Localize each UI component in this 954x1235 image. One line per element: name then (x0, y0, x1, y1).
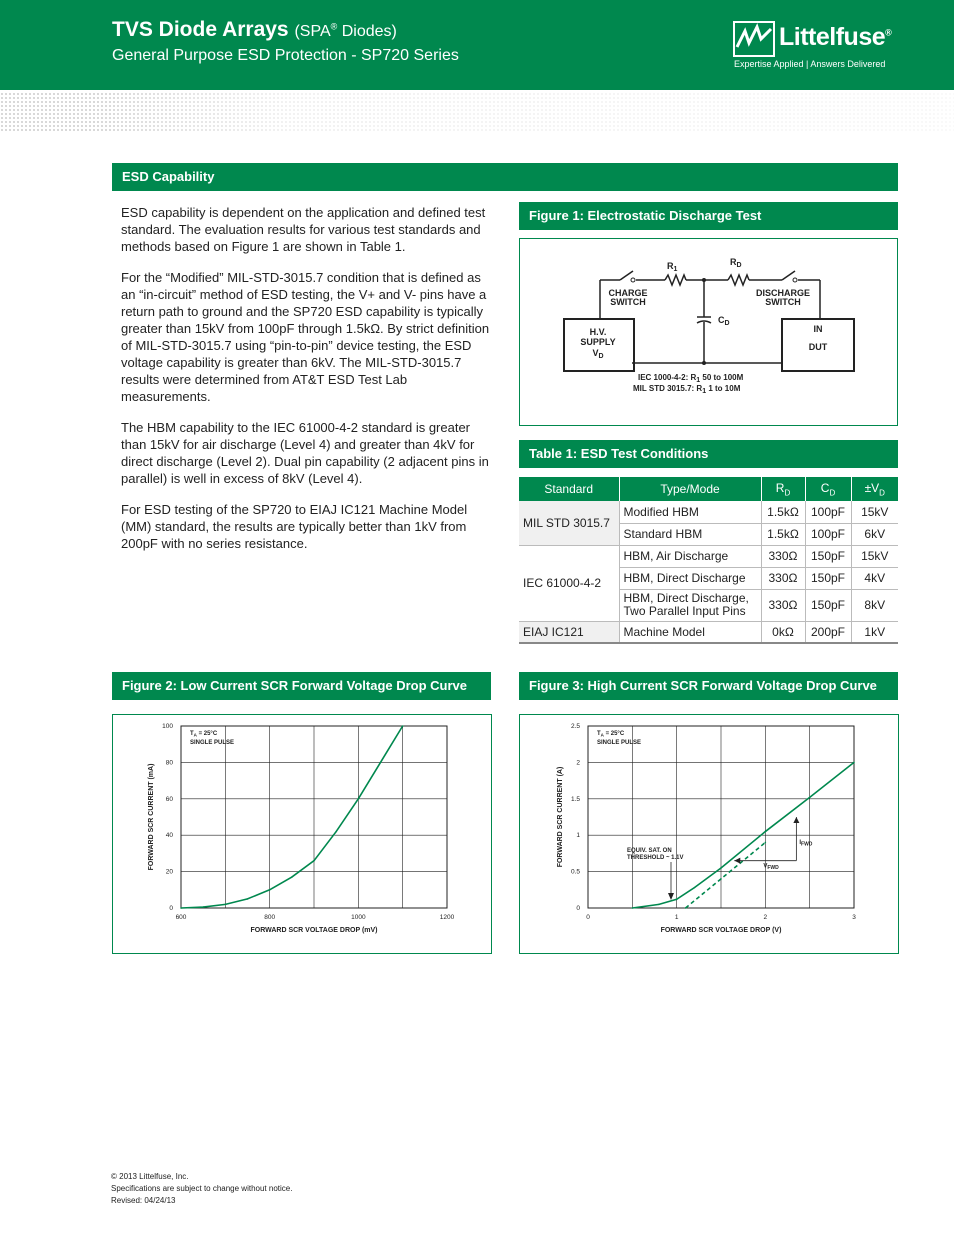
iec-note: IEC 1000-4-2: R1 50 to 100M (638, 373, 744, 384)
threshold-arrowhead (668, 893, 674, 900)
document-title: TVS Diode Arrays (SPA® Diodes) (112, 18, 397, 41)
data-point (225, 904, 227, 906)
data-point (380, 762, 382, 764)
high-current-scr-chart (520, 715, 898, 953)
temperature-annotation: $T_A = 25^\circ C$ (190, 731, 218, 738)
table-cell-cd: 100pF (805, 523, 851, 545)
equiv-threshold-line (686, 842, 766, 908)
charge-switch-label: SWITCH (610, 297, 646, 307)
column-header-cd: $C_D$ (805, 477, 851, 501)
page-footer (111, 1171, 292, 1207)
threshold-annotation: THRESHOLD ~ 1.1V (627, 855, 684, 861)
logo-wordmark: Littelfuse® (779, 23, 892, 51)
data-point (358, 798, 360, 800)
data-point (247, 898, 249, 900)
data-point (335, 831, 337, 833)
copyright: © 2013 Littelfuse, Inc. (111, 1172, 189, 1181)
table-cell-rd: 330Ω (761, 567, 805, 589)
figure1-title-bar: Figure 1: Electrostatic Discharge Test (519, 202, 898, 230)
data-point (676, 898, 678, 900)
logo-tagline: Expertise Applied | Answers Delivered (734, 59, 886, 69)
data-point (685, 907, 687, 909)
y-tick-label: 2.5 (570, 723, 580, 730)
x-axis-label: FORWARD SCR VOLTAGE DROP (mV) (250, 927, 378, 934)
decorative-dot-band (0, 92, 954, 132)
x-tick-label: 1 (674, 914, 679, 921)
low-current-scr-chart (113, 715, 491, 953)
figure3-title-bar: Figure 3: High Current SCR Forward Voltage Drop Curve (519, 672, 898, 700)
y-tick-label: 40 (165, 832, 173, 840)
figure2-title-bar: Figure 2: Low Current SCR Forward Voltage Drop Curve (112, 672, 491, 700)
temperature-annotation: $T_A = 25^\circ C$ (597, 731, 625, 738)
data-point (765, 831, 767, 833)
table-cell-standard: EIAJ IC121 (519, 621, 619, 643)
hv-supply-label: H.V. (589, 327, 607, 337)
table-cell-type: Modified HBM (619, 501, 761, 523)
esd-test-conditions-table (519, 477, 898, 644)
data-point (765, 842, 767, 844)
threshold-annotation: EQUIV. SAT. ON (627, 848, 672, 854)
table-cell-cd: 200pF (805, 621, 851, 643)
data-point (809, 797, 811, 799)
data-point (180, 907, 182, 909)
data-point (269, 889, 271, 891)
data-point (402, 725, 404, 727)
x-axis-label: FORWARD SCR VOLTAGE DROP (V) (660, 927, 782, 934)
y-axis-label: FORWARD SCR CURRENT (mA) (148, 763, 155, 871)
i-fwd-label: $I_{FWD}$ (799, 839, 813, 848)
paragraph: For ESD testing of the SP720 to EIAJ IC121 Machine Model (MM) standard, the results are typically better than 1kV from 200pF with no series resistance. (121, 502, 468, 551)
cd-label: $C_D$ (718, 315, 730, 327)
paragraph: For the “Modified” MIL-STD-3015.7 condition that is defined as an “in-circuit” method of ESD testing, the V+ and V- pins have a return path to ground and the SP720 ESD capability is typically greater than 15kV from 100pF through 1.5kΩ. By strict definition of MIL-STD-3015.7 using “pin-to-pin” device testing, the ESD voltage capability is greater than 6kV. The MIL-STD-3015.7 results were determined from AT&T ESD Test Lab measurements. (121, 270, 490, 404)
table-cell-voltage: 8kV (851, 589, 898, 621)
data-point (720, 878, 722, 880)
body-text (121, 204, 493, 566)
table-cell-voltage: 1kV (851, 621, 898, 643)
table-row (519, 545, 898, 567)
discharge-switch-label: DISCHARGE (755, 288, 811, 298)
discharge-switch-label: SWITCH (765, 297, 801, 307)
x-tick-label: 1000 (351, 914, 366, 921)
column-header-voltage: $\pm V_D$ (851, 477, 898, 501)
y-tick-label: 20 (165, 868, 173, 876)
data-point (632, 907, 634, 909)
data-point (202, 906, 204, 908)
r1-resistor-symbol (665, 275, 686, 285)
data-point (313, 860, 315, 862)
table-cell-rd: 330Ω (761, 589, 805, 621)
table-cell-rd: 1.5kΩ (761, 523, 805, 545)
table1-title-bar: Table 1: ESD Test Conditions (519, 440, 898, 468)
table-cell-standard: MIL STD 3015.7 (519, 501, 619, 545)
data-point (853, 762, 855, 764)
table-cell-rd: 1.5kΩ (761, 501, 805, 523)
table-cell-voltage: 15kV (851, 545, 898, 567)
y-tick-label: 0 (169, 905, 173, 912)
paragraph: ESD capability is dependent on the application and defined test standard. The evaluation results for various test standards and methods based on Figure 1 are shown in Table 1. (121, 205, 486, 254)
x-tick-label: 0 (586, 914, 590, 921)
table-header-row (519, 477, 898, 501)
data-point (720, 867, 722, 869)
table-cell-type: HBM, Direct Discharge (619, 567, 761, 589)
data-point (694, 887, 696, 889)
littelfuse-logo (733, 19, 903, 75)
rd-resistor-symbol (728, 275, 749, 285)
x-tick-label: 1200 (439, 914, 455, 921)
table-cell-type: HBM, Direct Discharge, Two Parallel Input Pins (619, 589, 761, 621)
document-subtitle: General Purpose ESD Protection - SP720 Series (112, 47, 459, 64)
table-cell-type: Machine Model (619, 621, 761, 643)
table-cell-type: Standard HBM (619, 523, 761, 545)
y-tick-label: 80 (165, 759, 173, 767)
table-cell-voltage: 4kV (851, 567, 898, 589)
y-tick-label: 60 (165, 795, 173, 803)
table-cell-voltage: 6kV (851, 523, 898, 545)
revised-date: Revised: 04/24/13 (111, 1196, 176, 1205)
esd-test-circuit-diagram (520, 239, 897, 425)
table-cell-cd: 100pF (805, 501, 851, 523)
x-tick-label: 3 (852, 914, 856, 921)
i-fwd-arrowhead (793, 817, 799, 823)
figure3-box (519, 714, 899, 954)
hv-supply-label: $V_D$ (592, 348, 604, 360)
table-cell-rd: 0kΩ (761, 621, 805, 643)
y-tick-label: 1 (576, 832, 580, 840)
y-tick-label: 0 (576, 905, 580, 912)
forward-voltage-curve (181, 726, 403, 908)
y-tick-label: 1.5 (570, 795, 580, 803)
y-tick-label: 100 (162, 723, 173, 730)
table-cell-cd: 150pF (805, 567, 851, 589)
table-cell-type: HBM, Air Discharge (619, 545, 761, 567)
table-cell-cd: 150pF (805, 589, 851, 621)
table-cell-voltage: 15kV (851, 501, 898, 523)
y-tick-label: 2 (576, 759, 580, 767)
data-point (658, 904, 660, 906)
pulse-annotation: SINGLE PULSE (597, 740, 642, 746)
dut-label: DUT (808, 342, 828, 352)
table-row (519, 621, 898, 643)
notice: Specifications are subject to change without notice. (111, 1184, 293, 1193)
figure2-box (112, 714, 492, 954)
v-fwd-arrowhead (734, 858, 740, 864)
section-bar-esd-capability: ESD Capability (112, 163, 898, 191)
x-tick-label: 2 (763, 914, 768, 921)
column-header-type: Type/Mode (619, 477, 761, 501)
figure1-box (519, 238, 898, 426)
v-fwd-label: $V_{FWD}$ (763, 863, 779, 872)
littelfuse-logo-icon (733, 21, 775, 57)
y-tick-label: 0.5 (570, 868, 580, 876)
y-axis-label: FORWARD SCR CURRENT (A) (557, 766, 564, 868)
x-tick-label: 600 (175, 914, 187, 921)
paragraph: The HBM capability to the IEC 61000-4-2 standard is greater than 15kV for air discharge (Level 4) and greater than 4kV for direct discharge (Level 2). Dual pin capability (2 adjacent pins in parallel) is well in excess of 8kV (Level 4). (121, 420, 489, 486)
data-point (291, 876, 293, 878)
charge-switch-label: CHARGE (608, 288, 648, 298)
x-tick-label: 800 (264, 914, 276, 921)
mil-std-note: MIL STD 3015.7: R1 1 to 10M (633, 384, 741, 395)
column-header-rd: $R_D$ (761, 477, 805, 501)
pulse-annotation: SINGLE PULSE (190, 740, 235, 746)
r1-label: $R_1$ (667, 261, 678, 273)
dut-label: IN (813, 324, 823, 334)
hv-supply-label: SUPPLY (580, 337, 616, 347)
table-cell-cd: 150pF (805, 545, 851, 567)
rd-label: $R_D$ (730, 257, 742, 269)
table-row (519, 501, 898, 523)
column-header-standard: Standard (519, 477, 619, 501)
page-header (0, 0, 954, 90)
table-cell-standard: IEC 61000-4-2 (519, 545, 619, 621)
table-cell-rd: 330Ω (761, 545, 805, 567)
